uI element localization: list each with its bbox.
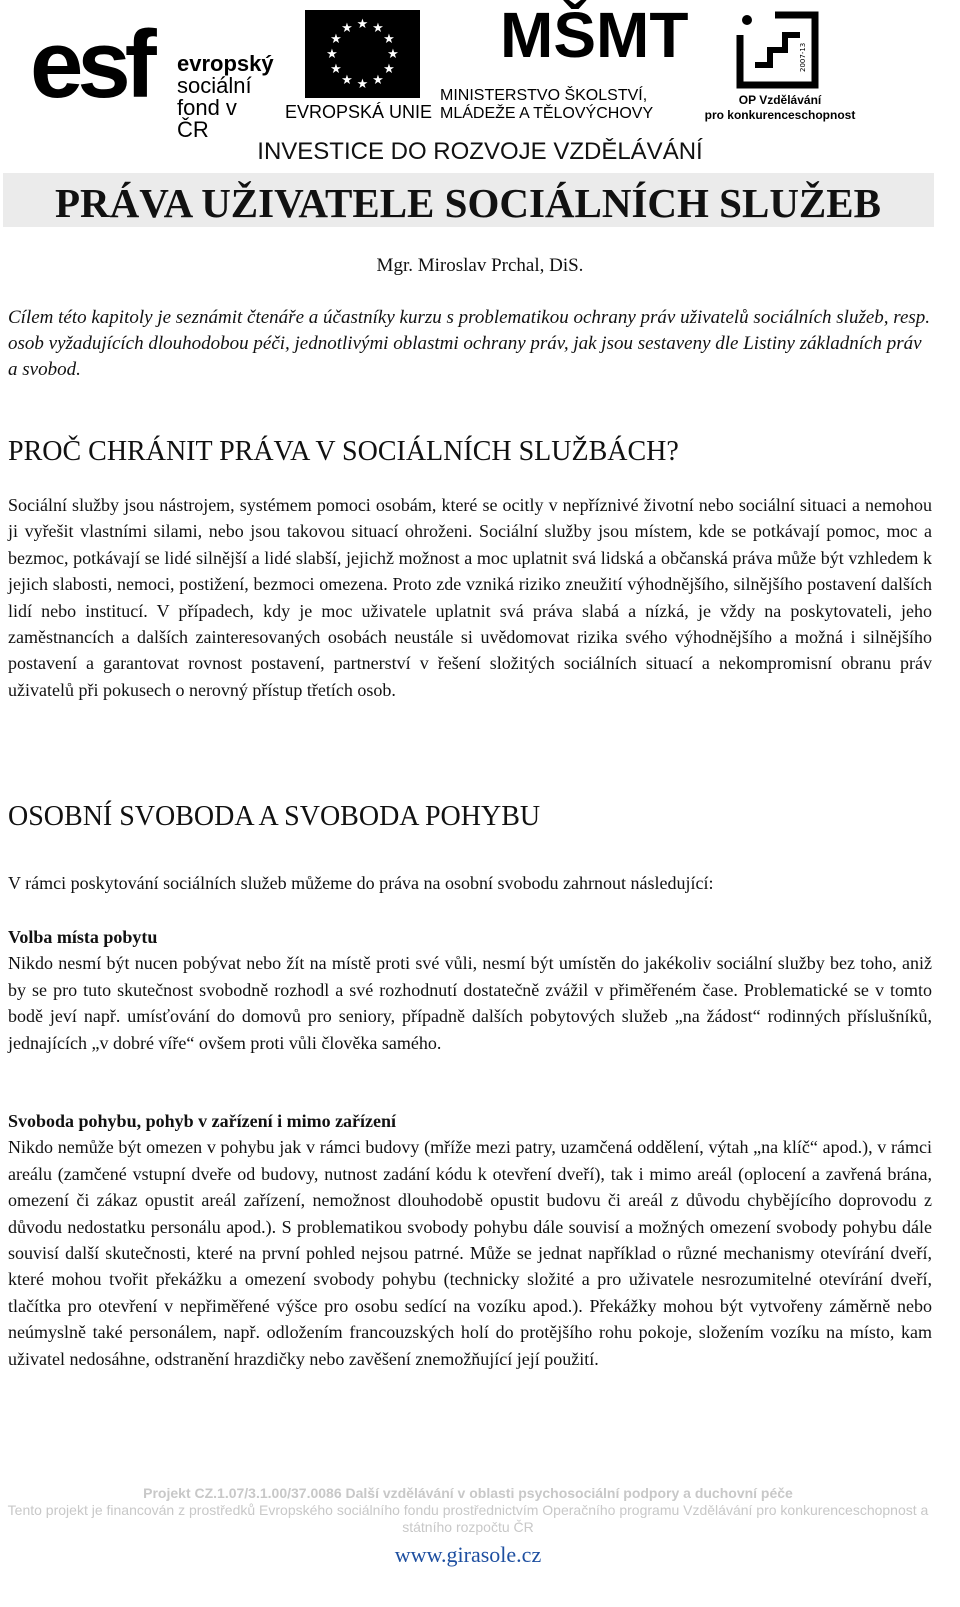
- msmt-mark: MŠMT: [500, 0, 689, 71]
- document-title: PRÁVA UŽIVATELE SOCIÁLNÍCH SLUŽEB: [55, 180, 881, 226]
- svg-text:★: ★: [326, 47, 338, 62]
- footer-project: Projekt CZ.1.07/3.1.00/37.0086 Další vzdělávání v oblasti psychosociální podpory a duchovní péče: [143, 1485, 793, 1501]
- subsection-text: Nikdo nemůže být omezen v pohybu jak v rámci budovy (mříže mezi patry, uzamčená oddělení, výtah „na klíč“ apod.), v rámci areálu (zamčené vstupní dveře od budovy, nutnost zadání kódu k otevření dveří), tak i mimo areál (oplocení a zavřená brána, omezení či zákaz opustit areál zařízení, nemožnost dlouhodobě opustit budovu či areál z důvodu chybějícího doprovodu z důvodu nedostatku personálu apod.). S problematikou svobody pohybu dále souvisí a možných omezení svobody pohybu dále souvisí další skutečnosti, které na první pohled nejsou patrné. Může se jednat například o různé mechanismy otevírání dveří, které mohou tvořit překážku a omezení svobody pohybu (technicky složité a pro uživatele nesrozumitelné otevírání dveří, tlačítka pro otevření v nepřiměřené výšce pro osobu sedící na vozíku apod.). Překážky mohou být vytvořeny záměrně nebo neúmyslně také personálem, např. odložením francouzských holí do protějšího rohu pokoje, složením vozíku na místo, kam uživatel nedosáhne, odstranění hrazdičky nebo zavěšení znemožňující její použití.: [8, 1137, 932, 1369]
- esf-line3: fond v ČR: [177, 95, 237, 142]
- msmt-label: [440, 87, 653, 123]
- footer-funding: Tento projekt je financován z prostředků Evropského sociálního fondu prostřednictvím Operačního programu Vzdělávání pro konkurenceschopnost a státního rozpočtu ČR: [7, 1502, 929, 1535]
- section1-body: Sociální služby jsou nástrojem, systémem pomoci osobám, které se ocitly v nepříznivé životní nebo sociální situaci a nemohou ji vyřešit vlastními silami, nebo jsou takovou situací ohroženi. Sociální služby jsou místem, kde se potkávají pomoc, moc a bezmoc, potkávají se lidé silnější a lidé slabší, jejichž možnost a moc uplatnit svá lidská a občanská práva může být vzhledem k jejich slabosti, nemoci, postižení, bezmoci omezena. Proto zde vzniká riziko zneužití výhodnějšího, silnějšího postavení dalších lidí nebo institucí. V případech, kdy je moc uživatele uplatnit svá práva slabá a nízká, je vždy na poskytovateli, jeho zaměstnancích a dalších zainteresovaných osobách neustále si uvědomovat rizika svého výhodnějšího a možná i silnějšího postavení a garantovat rovnost postavení, partnerství v řešení složitých sociálních situací a nekompromisní obranu práv uživatelů při pokusech o nerovný přístup třetích osob.: [8, 495, 932, 700]
- eu-label: EVROPSKÁ UNIE: [285, 102, 433, 122]
- op-logo: [695, 5, 865, 125]
- svg-text:★: ★: [387, 47, 399, 62]
- author: Mgr. Miroslav Prchal, DiS.: [376, 255, 584, 276]
- svg-text:★: ★: [341, 21, 353, 36]
- subsection-volba-mista: [8, 924, 932, 1056]
- logo-header: [0, 0, 960, 175]
- section-heading-proc: PROČ CHRÁNIT PRÁVA V SOCIÁLNÍCH SLUŽBÁCH?: [8, 436, 679, 467]
- esf-line1: evropský: [177, 51, 274, 76]
- svg-text:★: ★: [356, 17, 369, 32]
- eu-flag-icon: [305, 10, 420, 98]
- svg-text:★: ★: [383, 62, 395, 77]
- svg-text:★: ★: [341, 73, 353, 88]
- msmt-logo: [440, 0, 690, 125]
- svg-text:★: ★: [372, 21, 384, 36]
- subsection-label: Svoboda pohybu, pohyb v zařízení i mimo zařízení: [8, 1111, 397, 1131]
- esf-line2: sociální: [177, 73, 252, 98]
- subsection-text: Nikdo nesmí být nucen pobývat nebo žít na místě proti své vůli, nesmí být umístěn do jakékoliv sociální služby bez toho, aniž by se pro tuto skutečnost svobodně rozhodl a své rozhodnutí dostatečně zvážil v přiměřeném čase. Problematické se v tomto bodě jeví např. umísťování do domovů pro seniory, případně dalších pobytových služeb „na žádost“ rodinných příslušníků, jednajících „v dobré víře“ ovšem proti vůli člověka samého.: [8, 953, 932, 1053]
- subsection-label: Volba místa pobytu: [8, 927, 158, 947]
- msmt-line2: MLÁDEŽE A TĚLOVÝCHOVY: [440, 105, 654, 122]
- footer-url[interactable]: www.girasole.cz: [394, 1542, 542, 1567]
- investment-banner: INVESTICE DO ROZVOJE VZDĚLÁVÁNÍ: [257, 138, 703, 165]
- subsection-svoboda-pohybu: [8, 1108, 932, 1372]
- op-vzdelavani-mark-icon: [735, 10, 820, 90]
- eu-logo: [285, 10, 435, 125]
- esf-logo: [30, 11, 274, 142]
- esf-text: [177, 53, 274, 141]
- section2-intro: V rámci poskytování sociálních služeb můžeme do práva na osobní svobodu zahrnout následující:: [8, 873, 714, 893]
- svg-text:★: ★: [330, 62, 342, 77]
- page-footer: [0, 1485, 936, 1568]
- svg-text:★: ★: [356, 77, 369, 92]
- section-heading-osobni-svoboda: OSOBNÍ SVOBODA A SVOBODA POHYBU: [8, 801, 541, 832]
- op-label: [695, 93, 865, 123]
- op-years: 2007-13: [799, 42, 807, 72]
- abstract: Cílem této kapitoly je seznámit čtenáře a účastníky kurzu s problematikou ochrany práv uživatelů sociálních služeb, resp. osob vyžadujících dlouhodobou péči, jednotlivými oblastmi ochrany práv, jak jsou sestaveny dle Listiny základních práv a svobod.: [8, 307, 931, 380]
- op-line1: OP Vzdělávání: [738, 93, 822, 107]
- svg-text:★: ★: [372, 73, 384, 88]
- op-line2: pro konkurenceschopnost: [704, 108, 856, 122]
- svg-text:★: ★: [330, 32, 342, 47]
- esf-mark: esf: [30, 11, 151, 118]
- svg-text:★: ★: [383, 32, 395, 47]
- msmt-line1: MINISTERSTVO ŠKOLSTVÍ,: [440, 87, 648, 104]
